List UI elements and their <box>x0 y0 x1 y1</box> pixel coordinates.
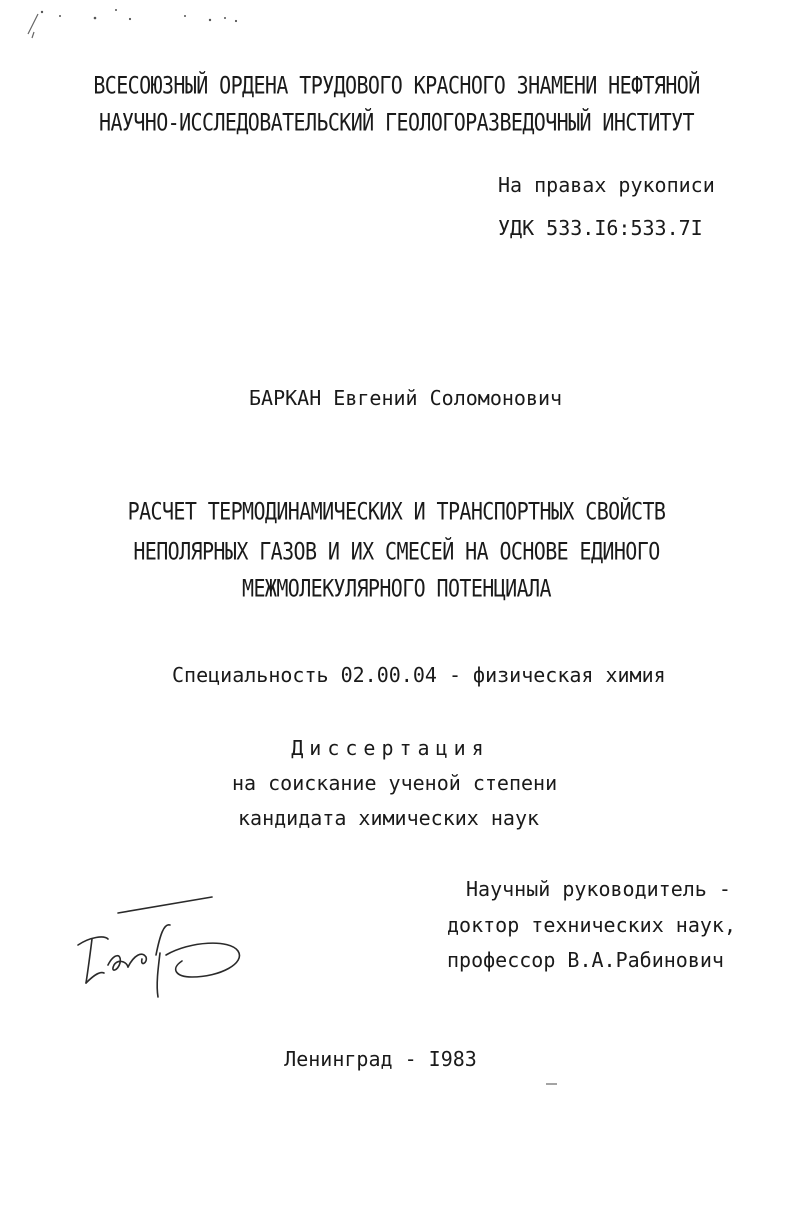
degree-line-1: на соискание ученой степени <box>232 771 558 795</box>
specialty: Специальность 02.00.04 - физическая химия <box>172 663 666 687</box>
title-line-1: РАСЧЕТ ТЕРМОДИНАМИЧЕСКИХ И ТРАНСПОРТНЫХ СВОЙСТВ <box>127 496 666 526</box>
supervisor-line-2: доктор технических наук, <box>447 913 736 937</box>
degree-line-2: кандидата химических наук <box>238 806 540 830</box>
institution-line-1: ВСЕСОЮЗНЫЙ ОРДЕНА ТРУДОВОГО КРАСНОГО ЗНАМЕНИ НЕФТЯНОЙ <box>93 70 700 100</box>
dissertation-heading: Диссертация <box>291 736 490 760</box>
handwritten-signature-icon <box>70 895 255 1010</box>
supervisor-line-3: профессор В.А.Рабинович <box>447 948 724 972</box>
scan-artifact-marks <box>20 4 280 44</box>
udc-code: УДК 533.I6:533.7I <box>498 216 703 240</box>
place-year: Ленинград - I983 <box>284 1047 477 1071</box>
scan-dash-mark <box>545 1082 559 1086</box>
supervisor-line-1: Научный руководитель - <box>466 877 731 901</box>
title-line-2: НЕПОЛЯРНЫХ ГАЗОВ И ИХ СМЕСЕЙ НА ОСНОВЕ ЕДИНОГО <box>133 536 660 566</box>
author-name: БАРКАН Евгений Соломонович <box>249 386 563 410</box>
title-line-3: МЕЖМОЛЕКУЛЯРНОГО ПОТЕНЦИАЛА <box>242 573 551 603</box>
manuscript-rights: На правах рукописи <box>498 173 715 197</box>
institution-line-2: НАУЧНО-ИССЛЕДОВАТЕЛЬСКИЙ ГЕОЛОГОРАЗВЕДОЧНЫЙ ИНСТИТУТ <box>99 107 694 137</box>
